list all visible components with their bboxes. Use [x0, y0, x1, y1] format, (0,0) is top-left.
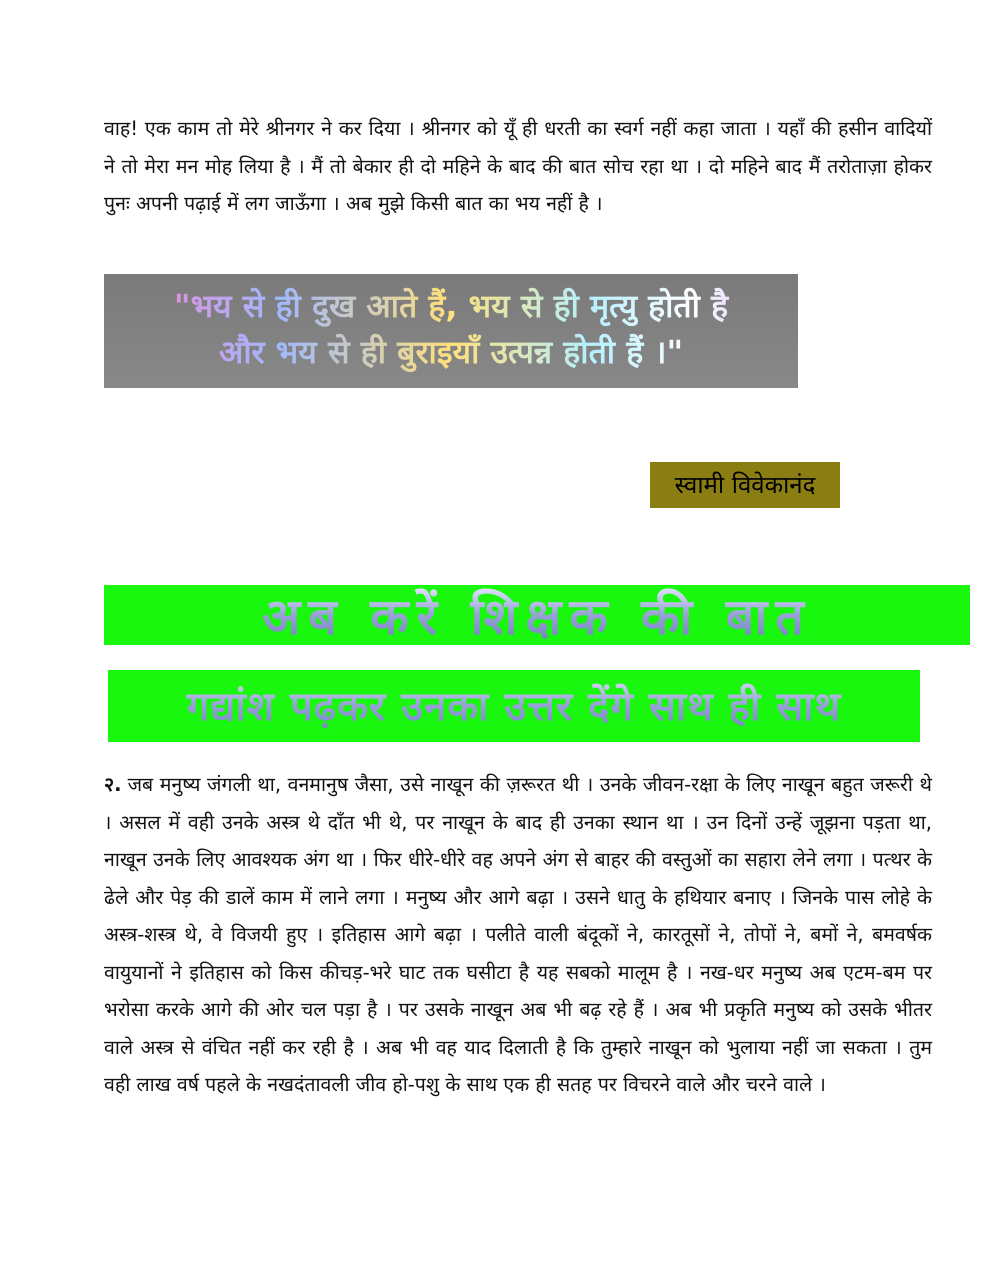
- passage-text: जब मनुष्य जंगली था, वनमानुष जैसा, उसे नाखून की ज़रूरत थी । उनके जीवन-रक्षा के लिए नाखून बहुत जरूरी थे । असल में वही उनके अस्त्र थे दाँत भी थे, पर नाखून के बाद ही उनका स्थान था । उन दिनों उन्हें जूझना पड़ता था, नाखून उनके लिए आवश्यक अंग था । फिर धीरे-धीरे वह अपने अंग से बाहर की वस्तुओं का सहारा लेने लगा । पत्थर के ढेले और पेड़ की डालें काम में लाने लगा । मनुष्य और आगे बढ़ा । उसने धातु के हथियार बनाए । जिनके पास लोहे के अस्त्र-शस्त्र थे, वे विजयी हुए । इतिहास आगे बढ़ा । पलीते वाली बंदूकों ने, कारतूसों ने, तोपों ने, बमों ने, बमवर्षक वायुयानों ने इतिहास को किस कीचड़-भरे घाट तक घसीटा है यह सबको मालूम है । नख-धर मनुष्य अब एटम-बम पर भरोसा करके आगे की ओर चल पड़ा है । पर उसके नाखून अब भी बढ़ रहे हैं । अब भी प्रकृति मनुष्य को उसके भीतर वाले अस्त्र से वंचित नहीं कर रही है । अब भी वह याद दिलाती है कि तुम्हारे नाखून को भुलाया नहीं जा सकता । तुम वही लाख वर्ष पहले के नखदंतावली जीव हो-पशु के साथ एक ही सतह पर विचरने वाले और चरने वाले ।: [104, 773, 932, 1096]
- section-banner-instructions-text: गद्यांश पढ़कर उनका उत्तर देंगे साथ ही साथ: [108, 672, 920, 742]
- quote-line-1: "भय से ही दुख आते हैं, भय से ही मृत्यु होती है: [104, 284, 798, 327]
- quote-author: स्वामी विवेकानंद: [650, 462, 840, 508]
- passage-number: २.: [104, 773, 122, 796]
- passage-paragraph: [104, 766, 932, 1104]
- quote-box: [104, 274, 798, 388]
- section-banner-instructions: [108, 670, 920, 742]
- quote-line-2: और भय से ही बुराइयाँ उत्पन्न होती हैं ।": [104, 330, 798, 373]
- intro-paragraph: [104, 110, 932, 223]
- section-banner-teacher-text: अब करें शिक्षक की बात: [104, 585, 970, 645]
- intro-paragraph-text: वाह! एक काम तो मेरे श्रीनगर ने कर दिया । श्रीनगर को यूँ ही धरती का स्वर्ग नहीं कहा जाता । यहाँ की हसीन वादियों ने तो मेरा मन मोह लिया है । मैं तो बेकार ही दो महिने के बाद की बात सोच रहा था । दो महिने बाद मैं तरोताज़ा होकर पुनः अपनी पढ़ाई में लग जाऊँगा । अब मुझे किसी बात का भय नहीं है ।: [104, 117, 932, 215]
- section-banner-teacher: [104, 585, 970, 645]
